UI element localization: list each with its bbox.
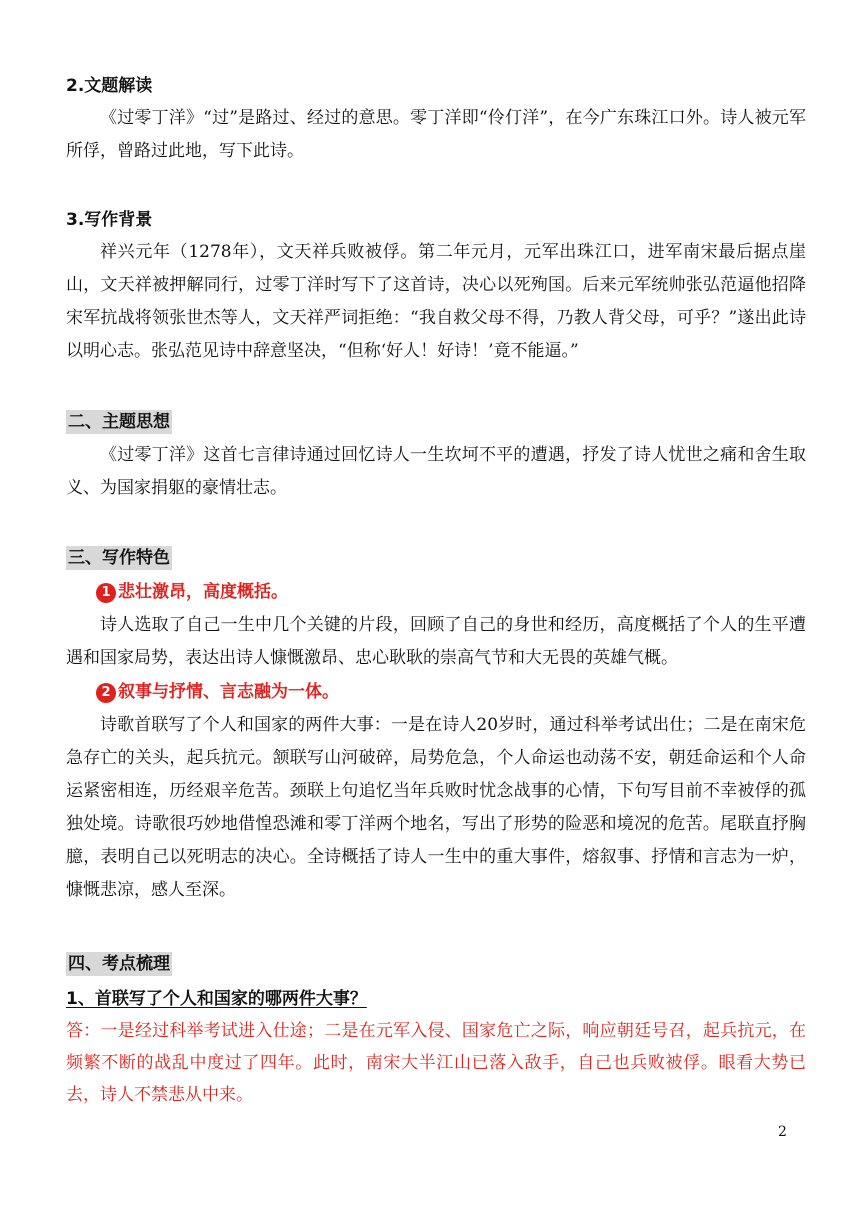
section-heading-review: 四、考点梳理	[68, 954, 170, 974]
section-heading-interpretation: 2.文题解读	[66, 76, 153, 96]
circled-number-icon: 1	[96, 583, 116, 603]
feature-point-2-title	[96, 680, 339, 704]
section-heading-theme: 二、主题思想	[68, 412, 170, 432]
paragraph-theme: 《过零丁洋》这首七言律诗通过回忆诗人一生坎坷不平的遭遇，抒发了诗人忧世之痛和舍生取义、为国家捐躯的豪情壮志。	[66, 445, 806, 498]
section-heading-background: 3.写作背景	[66, 210, 153, 230]
review-question-1: 1、首联写了个人和国家的哪两件大事？	[66, 989, 367, 1009]
feature-point-1-label: 悲壮激昂，高度概括。	[118, 582, 288, 602]
section-heading-features: 三、写作特色	[68, 548, 170, 568]
paragraph-feature-2: 诗歌首联写了个人和国家的两件大事：一是在诗人20岁时，通过科举考试出仕；二是在南宋危急存亡的关头，起兵抗元。颔联写山河破碎，局势危急，个人命运也动荡不安，朝廷命运和个人命运紧密相连，历经艰辛危苦。颈联上句追忆当年兵败时忧念战事的心情，下句写目前不幸被俘的孤独处境。诗歌很巧妙地借惶恐滩和零丁洋两个地名，写出了形势的险恶和境况的危苦。尾联直抒胸臆，表明自己以死明志的决心。全诗概括了诗人一生中的重大事件，熔叙事、抒情和言志为一炉，慷慨悲凉，感人至深。	[66, 715, 806, 900]
review-answer-1: 答：一是经过科举考试进入仕途；二是在元军入侵、国家危亡之际，响应朝廷号召，起兵抗元，在频繁不断的战乱中度过了四年。此时，南宋大半江山已落入敌手，自己也兵败被俘。眼看大势已去，诗人不禁悲从中来。	[66, 1021, 806, 1105]
circled-number-icon: 2	[96, 683, 116, 703]
paragraph-interpretation: 《过零丁洋》“过”是路过、经过的意思。零丁洋即“伶仃洋”，在今广东珠江口外。诗人被元军所俘，曾路过此地，写下此诗。	[66, 108, 806, 161]
feature-point-2-label: 叙事与抒情、言志融为一体。	[118, 682, 339, 702]
paragraph-feature-1: 诗人选取了自己一生中几个关键的片段，回顾了自己的身世和经历，高度概括了个人的生平遭遇和国家局势，表达出诗人慷慨激昂、忠心耿耿的崇高气节和大无畏的英雄气概。	[66, 615, 806, 668]
feature-point-1-title	[96, 580, 288, 604]
page-number: 2	[778, 1124, 787, 1140]
paragraph-background: 祥兴元年（1278年），文天祥兵败被俘。第二年元月，元军出珠江口，进军南宋最后据点崖山，文天祥被押解同行，过零丁洋时写下了这首诗，决心以死殉国。后来元军统帅张弘范逼他招降宋军抗战将领张世杰等人，文天祥严词拒绝：“我自救父母不得，乃教人背父母，可乎？”遂出此诗以明心志。张弘范见诗中辞意坚决，“但称‘好人！好诗！’竟不能逼。”	[66, 242, 806, 361]
